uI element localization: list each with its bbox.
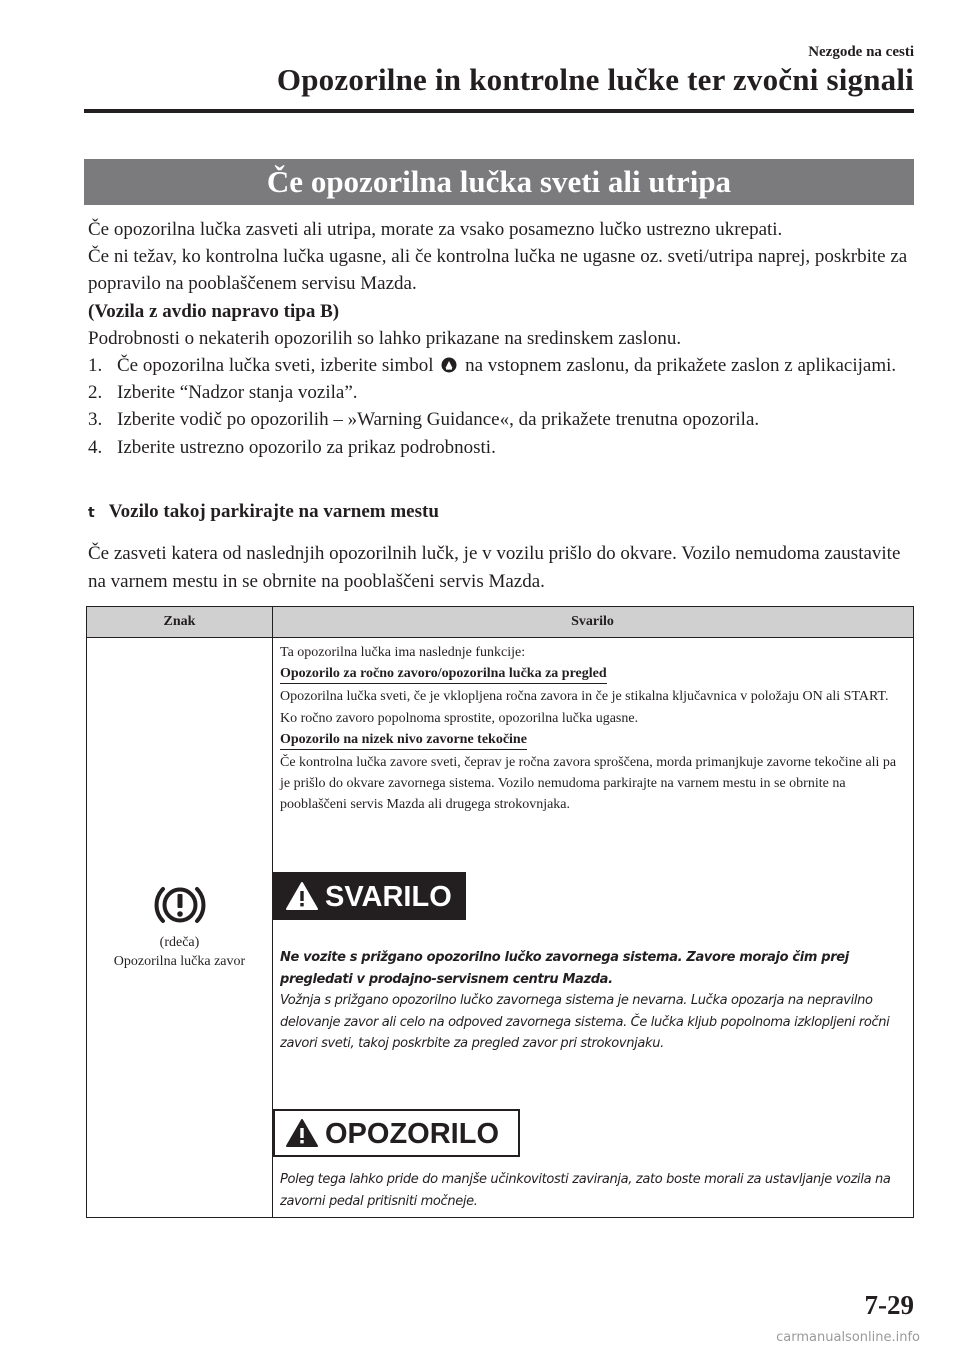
subsection-heading [88, 501, 439, 523]
caution-bold-text: Ne vozite s prižgano opozorilno lučko zavornega sistema. Zavore morajo čim prej pregledati v prodajno-servisnem centru Mazda. [280, 950, 849, 987]
description-text-1: Opozorilna lučka sveti, če je vklopljena ročna zavora in če je stikalna ključavnica v položaju ON ali START. Ko ročno zavoro popolnoma sprostite, opozorilna lučka ugasne. [280, 689, 889, 726]
steps-list [88, 352, 914, 461]
section-label: Nezgode na cesti [808, 44, 914, 60]
description-cell [280, 642, 908, 816]
description-text-2: Če kontrolna lučka zavore sveti, čeprav je ročna zavora sproščena, morda primanjkuje zavorne tekočine ali pa je prišlo do okvare zavornega sistema. Vozilo nemudoma parkirajte na varnem mestu in se obrnite na pooblaščeni servis Mazda ali drugega strokovnjaka. [280, 754, 897, 813]
page-number: 7-29 [864, 1290, 914, 1320]
column-header-warning: Svarilo [571, 614, 614, 629]
applications-icon [441, 357, 457, 373]
section-banner: Če opozorilna lučka sveti ali utripa [84, 159, 914, 205]
step-item [88, 352, 914, 379]
sign-cell [87, 883, 272, 971]
step-text: Izberite vodič po opozorilih – »Warning Guidance«, da prikažete trenutna opozorila. [117, 409, 760, 431]
intro-paragraph-1: Če opozorilna lučka zasveti ali utripa, morate za vsako posamezno lučko ustrezno ukrepati. [88, 219, 783, 240]
warning-table [86, 606, 914, 1218]
warning-text [280, 1169, 910, 1212]
step-number: 2. [88, 382, 103, 404]
brake-warning-icon [152, 883, 208, 927]
caution-text [280, 947, 910, 1055]
warning-triangle-icon [285, 1118, 319, 1148]
warning-body-text: Poleg tega lahko pride do manjše učinkovitosti zaviranja, zato boste morali za ustavljanje vozila na zavorni pedal pritisniti močneje. [280, 1172, 891, 1209]
sign-label: Opozorilna lučka zavor [113, 954, 246, 969]
intro-paragraph-2: Če ni težav, ko kontrolna lučka ugasne, ali če kontrolna lučka ne ugasne oz. sveti/utripa naprej, poskrbite za popravilo na pooblaščenem servisu Mazda. [88, 246, 908, 295]
step-text-after: na vstopnem zaslonu, da prikažete zaslon z aplikacijami. [465, 355, 897, 377]
column-header-sign: Znak [163, 614, 196, 629]
step-text-before: Če opozorilna lučka sveti, izberite simbol [117, 355, 434, 377]
vehicle-note: (Vozila z avdio napravo tipa B) [88, 300, 340, 322]
step-text: Izberite “Nadzor stanja vozila”. [117, 382, 358, 404]
warning-label: OPOZORILO [325, 1118, 499, 1150]
caution-triangle-icon [285, 881, 319, 911]
subsection-title: Vozilo takoj parkirajte na varnem mestu [108, 501, 439, 522]
description-heading-1: Opozorilo za ročno zavoro/opozorilna lučka za pregled [280, 665, 607, 684]
table-header [87, 607, 913, 638]
caution-label-box [273, 872, 466, 920]
step-item [88, 379, 914, 406]
warning-label-box [273, 1109, 520, 1157]
step-item [88, 406, 914, 433]
subsection-bullet: t [88, 505, 95, 521]
subsection-text [88, 540, 914, 596]
step-item [88, 434, 914, 461]
description-lead: Ta opozorilna lučka ima naslednje funkcije: [280, 645, 526, 660]
subsection-paragraph: Če zasveti katera od naslednjih opozorilnih lučk, je v vozilu prišlo do okvare. Vozilo nemudoma zaustavite na varnem mestu in se obrnite na pooblaščeni servis Mazda. [88, 543, 901, 592]
step-number: 4. [88, 436, 103, 458]
intro-paragraph-3: Podrobnosti o nekaterih opozorilih so lahko prikazane na sredinskem zaslonu. [88, 327, 682, 349]
caution-label: SVARILO [325, 881, 452, 913]
chapter-title: Opozorilne in kontrolne lučke ter zvočni signali [276, 62, 914, 97]
sign-color-note: (rdeča) [159, 935, 200, 950]
caution-body-text: Vožnja s prižgano opozorilno lučko zavornega sistema je nevarna. Lučka opozarja na nepravilno delovanje zavor ali celo na odpoved zavornega sistema. Če lučka kljub popolnoma izklopljeni ročni zavori sveti, takoj poskrbite za pregled zavor pri strokovnjaku. [280, 993, 890, 1051]
step-number: 1. [88, 355, 103, 377]
header-rule [84, 109, 914, 113]
intro-text [88, 216, 914, 461]
watermark: carmanualsonline.info [776, 1330, 920, 1345]
step-text: Izberite ustrezno opozorilo za prikaz podrobnosti. [117, 436, 496, 458]
description-heading-2: Opozorilo na nizek nivo zavorne tekočine [280, 731, 527, 750]
step-number: 3. [88, 409, 103, 431]
